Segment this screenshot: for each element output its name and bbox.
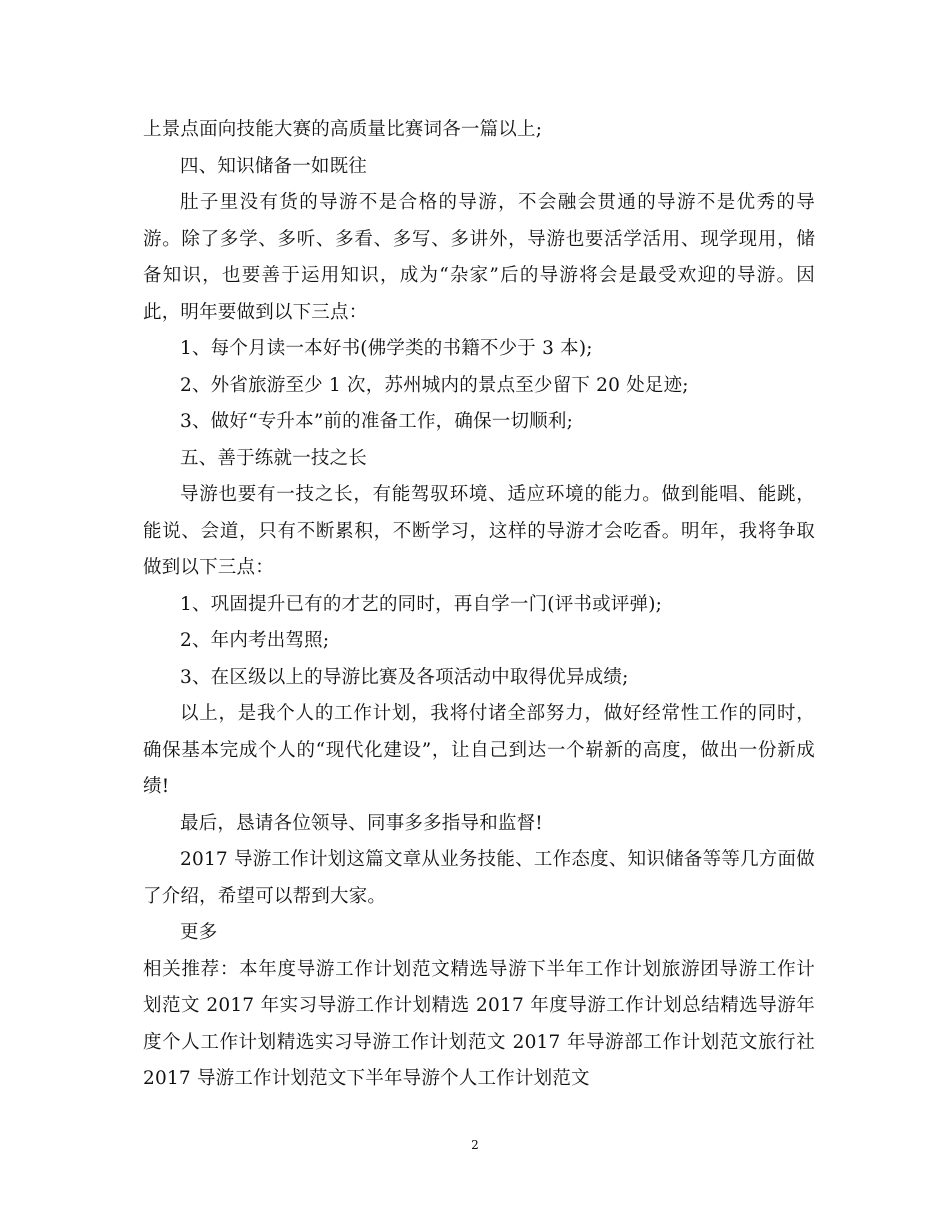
paragraph-closing: 最后，恳请各位领导、同事多多指导和监督!: [180, 812, 543, 834]
list-item-contest: 3、在区级以上的导游比赛及各项活动中取得优异成绩;: [180, 666, 629, 688]
section-heading-knowledge: 四、知识储备一如既往: [180, 155, 368, 177]
list-item-reading: 1、每个月读一本好书(佛学类的书籍不少于 3 本);: [180, 338, 593, 359]
paragraph-skill: 导游也要有一技之长，有能驾驭环境、适应环境的能力。做到能唱、能跳，能说、会道，只有不断累积，不断学习，这样的导游才会吃香。明年，我将争取做到以下三点：: [143, 484, 815, 578]
list-item-degree: 3、做好“专升本”前的准备工作，确保一切顺利;: [180, 411, 574, 432]
document-body: [143, 112, 815, 1098]
paragraph-knowledge: 肚子里没有货的导游不是合格的导游，不会融会贯通的导游不是优秀的导游。除了多学、多听、多看、多写、多讲外，导游也要活学活用、现学现用，储备知识，也要善于运用知识，成为“杂家”后的导游将会是最受欢迎的导游。因此，明年要做到以下三点：: [143, 192, 815, 323]
related-recommendations: 相关推荐：本年度导游工作计划范文精选导游下半年工作计划旅游团导游工作计划范文 2017 年实习导游工作计划精选 2017 年度导游工作计划总结精选导游年度个人工作计划精选实习导游工作计划范文 2017 年导游部工作计划范文旅行社 2017 导游工作计划范文下半年导游个人工作计划范文: [143, 958, 815, 1089]
section-heading-skill: 五、善于练就一技之长: [180, 447, 368, 469]
page-number: 2: [471, 1138, 479, 1152]
paragraph-competition-speeches: 上景点面向技能大赛的高质量比赛词各一篇以上;: [143, 119, 543, 140]
list-item-talent: 1、巩固提升已有的才艺的同时，再自学一门(评书或评弹);: [180, 593, 663, 615]
list-item-travel: 2、外省旅游至少 1 次，苏州城内的景点至少留下 20 处足迹;: [180, 374, 689, 396]
paragraph-summary: 以上，是我个人的工作计划，我将付诸全部努力，做好经常性工作的同时，确保基本完成个人的“现代化建设”，让自己到达一个崭新的高度，做出一份新成绩!: [143, 703, 815, 797]
list-item-license: 2、年内考出驾照;: [180, 630, 330, 651]
paragraph-article-note: 2017 导游工作计划这篇文章从业务技能、工作态度、知识储备等等几方面做了介绍，希望可以帮到大家。: [143, 849, 815, 907]
more-label: 更多: [180, 922, 218, 943]
